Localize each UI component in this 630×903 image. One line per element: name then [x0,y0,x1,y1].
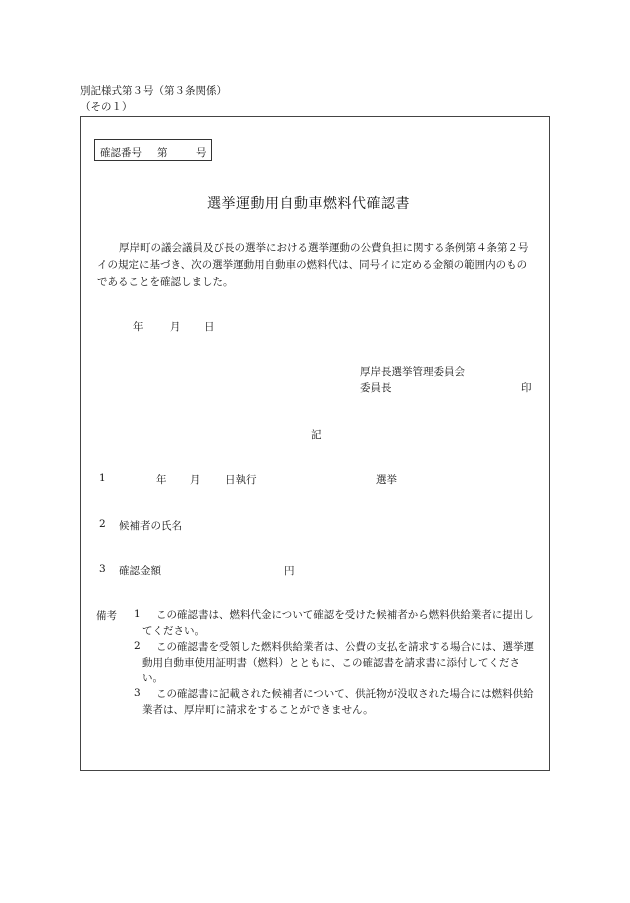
item2-candidate-name-label: 候補者の氏名 [119,520,182,532]
item1-month: 月 [190,474,201,486]
note1-text: この確認書は、燃料代金について確認を受けた候補者から燃料供給業者に提出してください。 [142,609,534,637]
item1-election: 選挙 [376,474,397,486]
issuer-chair: 委員長 [360,382,392,394]
note2-number: 2 [134,640,141,652]
item3-number: 3 [99,563,106,575]
ki-marker: 記 [311,429,322,441]
confirmation-number-dai: 第 [157,147,168,159]
note3-number: 3 [134,687,141,699]
issuer-seal: 印 [521,382,532,394]
form-number: 別記様式第３号（第３条関係） [80,85,227,97]
note2-text: この確認書を受領した燃料供給業者は、公費の支払を請求する場合には、選挙運動用自動車使用証明書（燃料）とともに、この確認書を請求書に添付してください。 [142,641,534,684]
note3-text: この確認書に記載された候補者について、供託物が没収された場合には燃料供給業者は、厚岸町に請求をすることができません。 [142,688,534,716]
confirmation-number-go: 号 [196,147,207,159]
body-paragraph: 厚岸町の議会議員及び長の選挙における選挙運動の公費負担に関する条例第４条第２号イの規定に基づき、次の選挙運動用自動車の燃料代は、同号イに定める金額の範囲内のものであることを確認しました。 [97,242,529,288]
date-month: 月 [170,321,181,333]
item1-year: 年 [156,474,167,486]
note1-number: 1 [134,608,141,620]
item2-number: 2 [99,518,106,530]
item1-number: 1 [99,472,106,484]
item1-day-exec: 日執行 [225,474,257,486]
document-title: 選挙運動用自動車燃料代確認書 [207,196,410,212]
item3-yen: 円 [284,565,295,577]
date-day: 日 [204,321,215,333]
form-sub-number: （その１） [80,101,133,113]
item3-amount-label: 確認金額 [119,565,161,577]
notes-heading: 備考 [96,610,117,622]
date-year: 年 [133,321,144,333]
issuer-committee: 厚岸長選挙管理委員会 [360,366,465,378]
confirmation-number-label: 確認番号 [100,147,142,159]
